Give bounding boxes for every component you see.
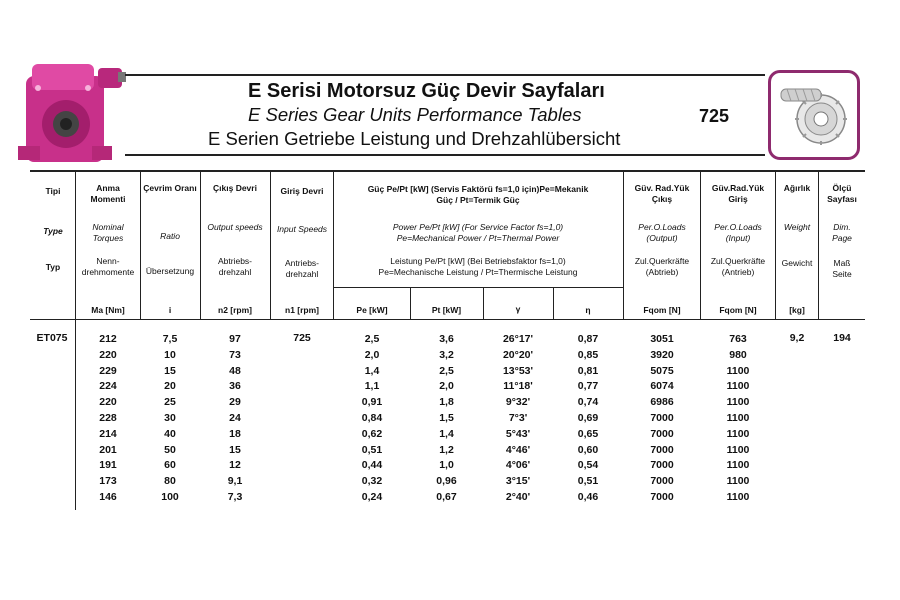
header-weight-de: Gewicht — [781, 258, 813, 268]
col-divider — [818, 170, 819, 320]
header-power-tr2: Güç / Pt=Termik Güç — [436, 195, 520, 205]
cell-fq-out: 6986 — [650, 396, 674, 409]
cell-eta: 0,69 — [577, 412, 599, 424]
cell-fq-out: 3920 — [650, 348, 674, 361]
cell-eta: 0,74 — [577, 396, 599, 409]
header-radin-tr1: Güv.Rad.Yük — [711, 183, 765, 193]
cell-ma: 201 — [99, 443, 117, 456]
header-output-tr: Çıkış Devri — [213, 183, 257, 193]
cell-eta: 0,81 — [577, 364, 599, 377]
table-row — [0, 380, 835, 396]
header-radout-de2: (Abtrieb) — [645, 267, 679, 277]
col-divider — [200, 170, 201, 320]
table-row — [0, 428, 835, 444]
cell-gamma: 4°46' — [505, 443, 531, 456]
table-row — [0, 349, 835, 365]
cell-fq-in: 1100 — [726, 412, 750, 424]
cell-pt: 0,67 — [436, 491, 457, 503]
header-radout-tr1: Güv. Rad.Yük — [634, 183, 690, 193]
cell-n2: 97 — [229, 333, 241, 345]
header-ratio-de: Übersetzung — [145, 266, 195, 276]
header-radout-en1: Per.O.Loads — [638, 222, 686, 232]
col-divider — [623, 170, 624, 320]
cell-eta: 0,65 — [577, 427, 599, 440]
cell-i: 25 — [164, 396, 176, 409]
cell-n2: 73 — [229, 348, 241, 361]
cell-pt: 1,4 — [439, 427, 454, 440]
weight-cell: 9,2 — [789, 332, 805, 344]
table-row — [0, 475, 835, 491]
col-divider — [270, 170, 271, 320]
cell-pe: 0,84 — [361, 412, 383, 424]
header-output-unit: n2 [rpm] — [218, 305, 252, 315]
cell-i: 80 — [164, 475, 176, 488]
header-radin-en1: Per.O.Loads — [714, 222, 762, 232]
cell-n2: 36 — [229, 380, 241, 393]
header-weight-unit: [kg] — [789, 305, 805, 315]
header-tipi-en: Type — [43, 226, 63, 236]
cell-fq-in: 980 — [729, 348, 747, 361]
cell-eta: 0,87 — [577, 333, 599, 345]
title-english: E Series Gear Units Performance Tables — [248, 104, 582, 125]
cell-pt: 1,2 — [439, 443, 454, 456]
cell-fq-in: 1100 — [726, 475, 750, 488]
header-radin-en2: (Input) — [725, 233, 751, 243]
cell-eta: 0,77 — [577, 380, 599, 393]
cell-pe: 0,62 — [361, 427, 383, 440]
cell-i: 20 — [164, 380, 176, 393]
worm-gear-icon — [768, 70, 860, 160]
cell-pe: 1,4 — [364, 364, 380, 377]
cell-fq-out: 7000 — [650, 412, 674, 424]
cell-i: 40 — [164, 427, 176, 440]
cell-ma: 212 — [99, 333, 117, 345]
cell-fq-in: 1100 — [726, 443, 750, 456]
cell-i: 15 — [164, 364, 176, 377]
cell-eta: 0,60 — [577, 443, 599, 456]
header-radout-tr2: Çıkış — [651, 194, 673, 204]
cell-pt: 2,5 — [439, 364, 454, 377]
cell-eta: 0,54 — [577, 459, 599, 472]
header-torque-en: Nominal Torques — [92, 222, 124, 243]
cell-pe: 1,1 — [364, 380, 380, 393]
cell-i: 50 — [164, 443, 176, 456]
header-input-unit: n1 [rpm] — [285, 305, 319, 315]
cell-pe: 0,32 — [361, 475, 383, 488]
header-radin-tr2: Giriş — [728, 194, 748, 204]
cell-ma: 228 — [99, 412, 117, 424]
cell-fq-out: 3051 — [650, 333, 674, 345]
cell-n2: 9,1 — [227, 475, 243, 488]
cell-fq-out: 7000 — [650, 459, 674, 472]
header-torque-de: Nenn-drehmomente — [81, 256, 135, 277]
cell-fq-out: 7000 — [650, 491, 674, 503]
cell-pt: 1,8 — [439, 396, 454, 409]
header-tipi-tr: Tipi — [45, 186, 61, 196]
table-row — [0, 412, 835, 428]
header-ratio-tr: Çevrim Oranı — [143, 183, 197, 193]
cell-ma: 220 — [99, 396, 117, 409]
cell-pe: 2,5 — [364, 333, 380, 345]
table-row — [0, 491, 835, 507]
table-row — [0, 333, 835, 349]
cell-pt: 3,2 — [439, 348, 454, 361]
cell-pe: 0,91 — [361, 396, 383, 409]
cell-ma: 229 — [99, 364, 117, 377]
header-ratio-unit: i — [168, 305, 172, 315]
header-ratio-en: Ratio — [160, 231, 180, 241]
cell-pt: 3,6 — [439, 333, 454, 345]
cell-pt: 1,5 — [439, 412, 454, 424]
title-rule-top — [125, 74, 765, 76]
cell-ma: 191 — [99, 459, 117, 472]
col-divider — [140, 170, 141, 320]
cell-gamma: 7°3' — [508, 412, 528, 424]
cell-ma: 220 — [99, 348, 117, 361]
cell-ma: 173 — [99, 475, 117, 488]
header-gamma-unit: γ — [515, 304, 521, 314]
cell-i: 100 — [161, 491, 179, 503]
header-input-tr: Giriş Devri — [280, 186, 324, 196]
cell-pe: 0,44 — [361, 459, 383, 472]
cell-gamma: 13°53' — [502, 364, 534, 377]
header-torque-unit: Ma [Nm] — [91, 305, 125, 315]
title-turkish: E Serisi Motorsuz Güç Devir Sayfaları — [248, 80, 605, 102]
type-cell: ET075 — [36, 332, 68, 344]
header-eta-unit: η — [585, 305, 591, 315]
header-input-en: Input Speeds — [276, 224, 328, 234]
title-rule-bottom — [125, 154, 765, 156]
header-torque-tr: Anma Momenti — [90, 183, 126, 204]
header-input-de: Antriebs-drehzahl — [284, 258, 319, 279]
table-header-rule — [30, 319, 865, 320]
header-output-de: Abtriebs-drehzahl — [217, 256, 252, 277]
header-page-tr2: Sayfası — [827, 194, 857, 204]
cell-ma: 146 — [99, 491, 117, 503]
dim-page-cell: 194 — [833, 332, 851, 344]
cell-pe: 0,24 — [361, 491, 383, 503]
header-weight-en: Weight — [783, 222, 811, 232]
cell-fq-out: 7000 — [650, 443, 674, 456]
cell-eta: 0,51 — [577, 475, 599, 488]
cell-i: 30 — [164, 412, 176, 424]
cell-fq-out: 7000 — [650, 475, 674, 488]
cell-fq-out: 6074 — [650, 380, 674, 393]
input-speed-label: 725 — [699, 106, 730, 126]
cell-gamma: 20°20' — [502, 348, 534, 361]
cell-fq-in: 1100 — [726, 459, 750, 472]
cell-fq-in: 1100 — [726, 380, 750, 393]
cell-n2: 18 — [229, 427, 241, 440]
col-divider — [700, 170, 701, 320]
header-radin-unit: Fqom [N] — [719, 305, 757, 315]
header-power-en1: Power Pe/Pt [kW] (For Service Factor fs=1,0) — [392, 222, 564, 232]
power-unit-rule — [333, 287, 623, 288]
cell-i: 60 — [164, 459, 176, 472]
header-power-de1: Leistung Pe/Pt [kW] (Bei Betriebsfaktor fs=1,0) — [390, 256, 566, 266]
table-row — [0, 396, 835, 412]
cell-fq-in: 763 — [729, 333, 747, 345]
cell-gamma: 11°18' — [503, 380, 533, 393]
header-page-de1: Maß — [833, 258, 851, 268]
header-page-de2: Seite — [832, 269, 852, 279]
header-radin-de1: Zul.Querkräfte — [710, 256, 766, 266]
cell-pe: 2,0 — [364, 348, 380, 361]
table-top-rule — [30, 170, 865, 172]
cell-n2: 48 — [229, 364, 241, 377]
cell-n2: 29 — [229, 396, 241, 409]
header-power-en2: Pe=Mechanical Power / Pt=Thermal Power — [396, 233, 560, 243]
header-radout-en2: (Output) — [646, 233, 678, 243]
gearbox-image — [18, 58, 128, 170]
cell-gamma: 2°40' — [505, 491, 531, 503]
cell-fq-in: 1100 — [726, 491, 750, 503]
table-row — [0, 444, 835, 460]
cell-gamma: 3°15' — [505, 475, 531, 488]
header-pe-unit: Pe [kW] — [356, 305, 388, 315]
cell-n2: 12 — [229, 459, 241, 472]
cell-pe: 0,51 — [361, 443, 383, 456]
cell-fq-in: 1100 — [726, 427, 750, 440]
header-power-de2: Pe=Mechanische Leistung / Pt=Thermische Leistung — [378, 267, 578, 277]
cell-pt: 0,96 — [436, 475, 457, 488]
header-power-tr1: Güç Pe/Pt [kW] (Servis Faktörü fs=1,0 için)Pe=Mekanik — [367, 184, 589, 194]
cell-n2: 7,3 — [227, 491, 243, 503]
table-row — [0, 459, 835, 475]
cell-pt: 2,0 — [439, 380, 454, 393]
header-page-en2: Page — [832, 233, 852, 243]
cell-fq-in: 1100 — [726, 396, 750, 409]
cell-n2: 24 — [229, 412, 241, 424]
cell-fq-out: 7000 — [650, 427, 674, 440]
header-page-tr1: Ölçü — [832, 183, 852, 193]
cell-n2: 15 — [229, 443, 241, 456]
header-page-en1: Dim. — [833, 222, 851, 232]
header-pt-unit: Pt [kW] — [431, 305, 462, 315]
cell-gamma: 26°17' — [502, 333, 534, 345]
cell-gamma: 9°32' — [505, 396, 531, 409]
cell-eta: 0,46 — [577, 491, 599, 503]
cell-gamma: 4°06' — [505, 459, 531, 472]
title-german: E Serien Getriebe Leistung und Drehzahlübersicht — [208, 128, 621, 149]
header-radout-de1: Zul.Querkräfte — [634, 256, 690, 266]
col-divider — [333, 170, 334, 320]
table-row — [0, 365, 835, 381]
cell-eta: 0,85 — [577, 348, 599, 361]
cell-fq-out: 5075 — [650, 364, 674, 377]
cell-fq-in: 1100 — [726, 364, 750, 377]
header-radout-unit: Fqom [N] — [643, 305, 681, 315]
cell-pt: 1,0 — [439, 459, 454, 472]
cell-i: 7,5 — [162, 333, 178, 345]
header-radin-de2: (Antrieb) — [721, 267, 755, 277]
cell-ma: 214 — [99, 427, 117, 440]
header-output-en: Output speeds — [207, 222, 263, 232]
header-weight-tr: Ağırlık — [783, 183, 811, 193]
cell-i: 10 — [164, 348, 176, 361]
header-tipi-de: Typ — [45, 262, 61, 272]
cell-gamma: 5°43' — [505, 427, 531, 440]
input-speed-cell: 725 — [293, 332, 311, 344]
cell-ma: 224 — [99, 380, 117, 393]
